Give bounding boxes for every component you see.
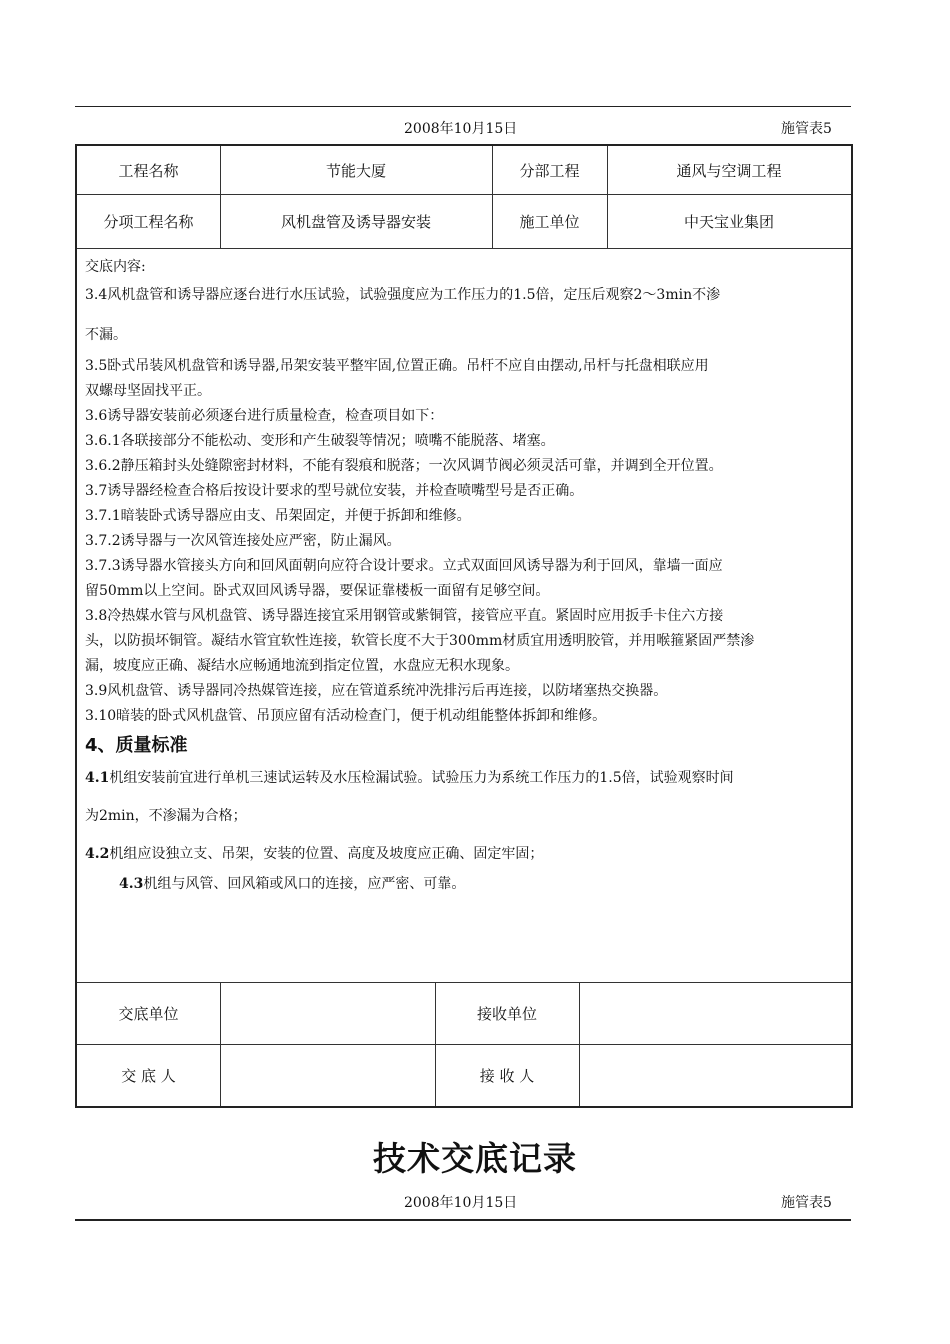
para-4-1-line1 xyxy=(85,767,845,789)
para-3-7-3-line1: 3.7.3诱导器水管接头方向和回风面朝向应符合设计要求。立式双面回风诱导器为利于回风，靠墙一面应 xyxy=(85,558,723,574)
header-date: 2008年10月15日 xyxy=(404,121,518,137)
contractor-label: 施工单位 xyxy=(519,212,580,231)
para-4-3 xyxy=(85,873,845,895)
para-3-5-line1: 3.5卧式吊装风机盘管和诱导器,吊架安装平整牢固,位置正确。吊杆不应自由摆动,吊杆与托盘相联应用 xyxy=(85,358,709,374)
top-rule xyxy=(75,106,851,107)
next-page-rule xyxy=(75,1219,851,1221)
para-3-6-1: 3.6.1各联接部分不能松动、变形和产生破裂等情况；喷嘴不能脱落、堵塞。 xyxy=(85,433,555,449)
section-4-title: 4、质量标准 xyxy=(85,735,188,756)
para-4-1-line2: 为2min，不渗漏为合格； xyxy=(85,808,247,824)
division-value: 通风与空调工程 xyxy=(676,161,782,180)
para-4-2-text: 机组应设独立支、吊架，安装的位置、高度及坡度应正确、固定牢固； xyxy=(109,846,544,862)
next-page-date: 2008年10月15日 xyxy=(404,1195,518,1211)
receiver-unit-field[interactable] xyxy=(579,982,851,1044)
para-3-8-line3: 漏，坡度应正确、凝结水应畅通地流到指定位置，水盘应无积水现象。 xyxy=(85,658,519,674)
receiver-person-field[interactable] xyxy=(579,1044,851,1106)
disclosure-content xyxy=(85,252,845,895)
subitem-value: 风机盘管及诱导器安装 xyxy=(280,212,431,231)
issuer-person-label: 交 底 人 xyxy=(121,1066,176,1085)
para-3-9: 3.9风机盘管、诱导器同冷热媒管连接，应在管道系统冲洗排污后再连接，以防堵塞热交换器。 xyxy=(85,683,668,699)
para-4-2 xyxy=(85,843,845,865)
contractor-value: 中天宝业集团 xyxy=(683,212,774,231)
para-3-7-2: 3.7.2诱导器与一次风管连接处应严密，防止漏风。 xyxy=(85,533,401,549)
receiver-person-label: 接 收 人 xyxy=(479,1066,535,1085)
para-4-3-number: 4.3 xyxy=(119,876,144,892)
para-4-1-number: 4.1 xyxy=(85,770,110,786)
para-3-10: 3.10暗装的卧式风机盘管、吊顶应留有活动检查门，便于机动组能整体拆卸和维修。 xyxy=(85,708,607,724)
para-3-6-2: 3.6.2静压箱封头处缝隙密封材料，不能有裂痕和脱落；一次风调节阀必须灵活可靠，并调到全开位置。 xyxy=(85,458,723,474)
division-label: 分部工程 xyxy=(519,161,580,180)
para-3-7-3-line2: 留50mm以上空间。卧式双回风诱导器，要保证靠楼板一面留有足够空间。 xyxy=(85,583,550,599)
next-page-form-number: 施管表5 xyxy=(781,1195,832,1211)
header-form-number: 施管表5 xyxy=(781,121,832,137)
issuer-person-field[interactable] xyxy=(220,1044,435,1106)
project-name-value: 节能大厦 xyxy=(325,161,386,180)
para-3-5-line2: 双螺母坚固找平正。 xyxy=(85,383,211,399)
document-title: 技术交底记录 xyxy=(373,1139,577,1178)
para-3-6: 3.6诱导器安装前必须逐台进行质量检查，检查项目如下： xyxy=(85,408,444,424)
para-3-8-line1: 3.8冷热媒水管与风机盘管、诱导器连接宜采用钢管或紫铜管，接管应平直。紧固时应用扳手卡住六方接 xyxy=(85,608,724,624)
para-4-3-text: 机组与风管、回风箱或风口的连接，应严密、可靠。 xyxy=(143,876,466,892)
issuer-unit-field[interactable] xyxy=(220,982,435,1044)
para-3-8-line2: 头，以防损坏铜管。凝结水管宜软性连接，软管长度不大于300mm材质宜用透明胶管，并用喉箍紧固严禁渗 xyxy=(85,633,755,649)
para-3-4-line1: 3.4风机盘管和诱导器应逐台进行水压试验，试验强度应为工作压力的1.5倍，定压后观察2～3min不渗 xyxy=(85,287,721,303)
receiver-unit-label: 接收单位 xyxy=(476,1004,537,1023)
content-intro: 交底内容: xyxy=(85,259,146,275)
para-3-4-line2: 不漏。 xyxy=(85,327,127,343)
disclosure-form xyxy=(75,144,853,1108)
subitem-label: 分项工程名称 xyxy=(103,212,194,231)
project-name-label: 工程名称 xyxy=(118,161,179,180)
para-3-7: 3.7诱导器经检查合格后按设计要求的型号就位安装，并检查喷嘴型号是否正确。 xyxy=(85,483,584,499)
para-4-2-number: 4.2 xyxy=(85,846,110,862)
para-3-7-1: 3.7.1暗装卧式诱导器应由支、吊架固定，并便于拆卸和维修。 xyxy=(85,508,471,524)
para-4-1-text: 机组安装前宜进行单机三速试运转及水压检漏试验。试验压力为系统工作压力的1.5倍，试验观察时间 xyxy=(109,770,734,786)
issuer-unit-label: 交底单位 xyxy=(118,1004,179,1023)
